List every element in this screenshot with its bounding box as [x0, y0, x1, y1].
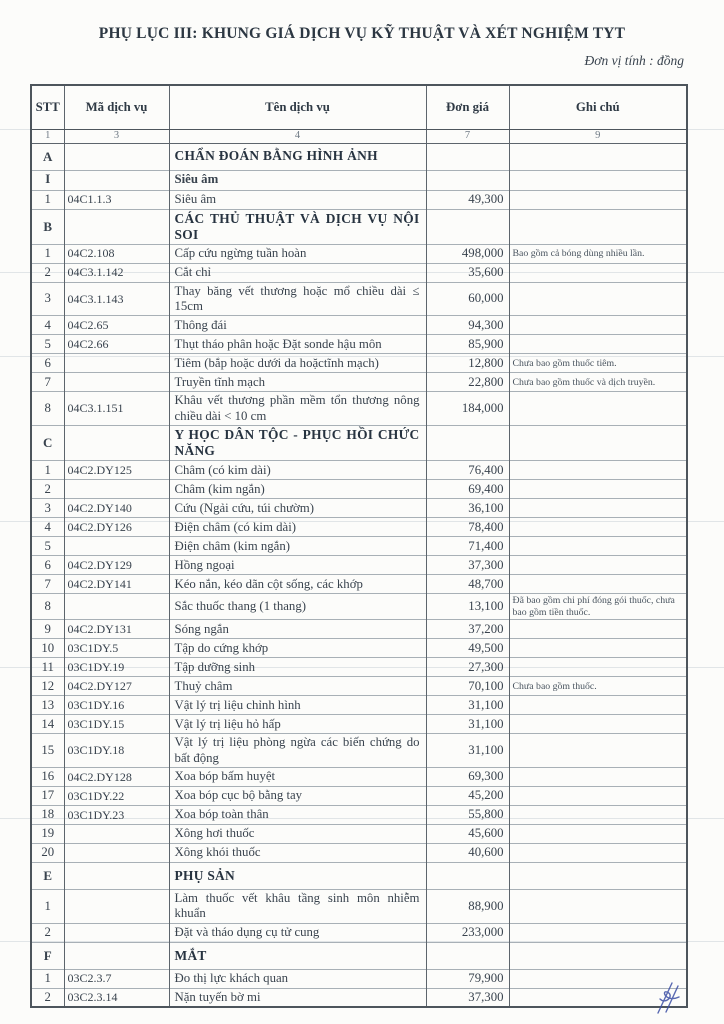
- stt-cell: 18: [31, 805, 64, 824]
- name-cell: Kéo nắn, kéo dãn cột sống, các khớp: [169, 575, 426, 594]
- stt-cell: 1: [31, 190, 64, 209]
- note-cell: [509, 734, 687, 768]
- note-cell: [509, 316, 687, 335]
- table-row: [31, 170, 687, 190]
- column-header: Ghi chú: [509, 85, 687, 129]
- name-cell: Siêu âm: [169, 170, 426, 190]
- table-row: [31, 786, 687, 805]
- column-number: 7: [426, 129, 509, 143]
- price-cell: 94,300: [426, 316, 509, 335]
- price-cell: 49,500: [426, 639, 509, 658]
- name-cell: Tiêm (bắp hoặc dưới da hoặctĩnh mạch): [169, 354, 426, 373]
- code-cell: 04C2.66: [64, 335, 169, 354]
- name-cell: Điện châm (có kim dài): [169, 518, 426, 537]
- code-cell: 03C1DY.16: [64, 696, 169, 715]
- code-cell: [64, 480, 169, 499]
- code-cell: [64, 143, 169, 170]
- stt-cell: 1: [31, 461, 64, 480]
- code-cell: [64, 209, 169, 244]
- price-cell: 27,300: [426, 658, 509, 677]
- name-cell: Vật lý trị liệu phòng ngừa các biến chứng do bất động: [169, 734, 426, 768]
- table-row: [31, 715, 687, 734]
- price-cell: 55,800: [426, 805, 509, 824]
- stt-cell: 10: [31, 639, 64, 658]
- table-row: [31, 658, 687, 677]
- name-cell: Tập do cứng khớp: [169, 639, 426, 658]
- stt-cell: 4: [31, 316, 64, 335]
- code-cell: 03C1DY.18: [64, 734, 169, 768]
- note-cell: [509, 556, 687, 575]
- note-cell: [509, 537, 687, 556]
- note-cell: [509, 499, 687, 518]
- table-row: [31, 282, 687, 316]
- stt-cell: 16: [31, 767, 64, 786]
- note-cell: [509, 843, 687, 862]
- stt-cell: 9: [31, 620, 64, 639]
- table-row: [31, 209, 687, 244]
- table-row: [31, 734, 687, 768]
- stt-cell: 14: [31, 715, 64, 734]
- name-cell: Xông hơi thuốc: [169, 824, 426, 843]
- price-cell: 60,000: [426, 282, 509, 316]
- stt-cell: 2: [31, 480, 64, 499]
- code-cell: [64, 942, 169, 969]
- stt-cell: 1: [31, 889, 64, 923]
- table-row: [31, 805, 687, 824]
- code-cell: 04C2.DY131: [64, 620, 169, 639]
- table-row: [31, 426, 687, 461]
- price-cell: 37,300: [426, 556, 509, 575]
- price-cell: 22,800: [426, 373, 509, 392]
- code-cell: [64, 594, 169, 620]
- table-row: [31, 988, 687, 1007]
- name-cell: Xoa bóp cục bộ bằng tay: [169, 786, 426, 805]
- stt-cell: 12: [31, 677, 64, 696]
- name-cell: Khâu vết thương phần mềm tổn thương nông chiều dài < 10 cm: [169, 392, 426, 426]
- service-price-table: [30, 84, 688, 1008]
- code-cell: [64, 889, 169, 923]
- note-cell: [509, 170, 687, 190]
- name-cell: Y HỌC DÂN TỘC - PHỤC HỒI CHỨC NĂNG: [169, 426, 426, 461]
- stt-cell: I: [31, 170, 64, 190]
- code-cell: 04C3.1.143: [64, 282, 169, 316]
- note-cell: [509, 480, 687, 499]
- name-cell: Vật lý trị liệu chỉnh hình: [169, 696, 426, 715]
- name-cell: Sắc thuốc thang (1 thang): [169, 594, 426, 620]
- name-cell: Truyền tĩnh mạch: [169, 373, 426, 392]
- table-row: [31, 862, 687, 889]
- name-cell: Thông đái: [169, 316, 426, 335]
- note-cell: Chưa bao gồm thuốc và dịch truyền.: [509, 373, 687, 392]
- price-cell: 498,000: [426, 244, 509, 263]
- note-cell: [509, 518, 687, 537]
- code-cell: 04C2.DY127: [64, 677, 169, 696]
- stt-cell: 7: [31, 373, 64, 392]
- stt-cell: 8: [31, 392, 64, 426]
- code-cell: [64, 373, 169, 392]
- name-cell: Thụt tháo phân hoặc Đặt sonde hậu môn: [169, 335, 426, 354]
- code-cell: 04C2.108: [64, 244, 169, 263]
- price-cell: 40,600: [426, 843, 509, 862]
- price-cell: 35,600: [426, 263, 509, 282]
- stt-cell: 2: [31, 923, 64, 942]
- name-cell: Điện châm (kim ngắn): [169, 537, 426, 556]
- price-cell: [426, 143, 509, 170]
- table-row: [31, 923, 687, 942]
- note-cell: Chưa bao gồm thuốc tiêm.: [509, 354, 687, 373]
- name-cell: Cắt chỉ: [169, 263, 426, 282]
- name-cell: Thuỷ châm: [169, 677, 426, 696]
- column-header: STT: [31, 85, 64, 129]
- stt-cell: A: [31, 143, 64, 170]
- table-row: [31, 556, 687, 575]
- note-cell: [509, 426, 687, 461]
- name-cell: Siêu âm: [169, 190, 426, 209]
- column-number: 1: [31, 129, 64, 143]
- code-cell: 03C2.3.7: [64, 969, 169, 988]
- table-row: [31, 373, 687, 392]
- table-row: [31, 480, 687, 499]
- column-header: Tên dịch vụ: [169, 85, 426, 129]
- table-row: [31, 677, 687, 696]
- price-cell: 88,900: [426, 889, 509, 923]
- table-row: [31, 461, 687, 480]
- price-cell: 45,200: [426, 786, 509, 805]
- name-cell: Cứu (Ngải cứu, túi chườm): [169, 499, 426, 518]
- stt-cell: 4: [31, 518, 64, 537]
- price-cell: 45,600: [426, 824, 509, 843]
- stt-cell: 6: [31, 354, 64, 373]
- note-cell: [509, 143, 687, 170]
- table-row: [31, 594, 687, 620]
- stt-cell: 5: [31, 335, 64, 354]
- code-cell: 04C2.DY126: [64, 518, 169, 537]
- table-row: [31, 537, 687, 556]
- table-row: [31, 263, 687, 282]
- code-cell: 04C1.1.3: [64, 190, 169, 209]
- code-cell: 04C2.DY128: [64, 767, 169, 786]
- table-row: [31, 190, 687, 209]
- name-cell: Xông khói thuốc: [169, 843, 426, 862]
- stt-cell: 19: [31, 824, 64, 843]
- note-cell: [509, 805, 687, 824]
- stt-cell: 20: [31, 843, 64, 862]
- stt-cell: F: [31, 942, 64, 969]
- stt-cell: 8: [31, 594, 64, 620]
- page-title: PHỤ LỤC III: KHUNG GIÁ DỊCH VỤ KỸ THUẬT VÀ XÉT NGHIỆM TYT: [98, 25, 626, 42]
- table-row: [31, 696, 687, 715]
- table-header-row: [31, 85, 687, 129]
- name-cell: Châm (kim ngắn): [169, 480, 426, 499]
- price-cell: 31,100: [426, 696, 509, 715]
- price-cell: 69,400: [426, 480, 509, 499]
- table-row: [31, 824, 687, 843]
- stt-cell: B: [31, 209, 64, 244]
- name-cell: PHỤ SẢN: [169, 862, 426, 889]
- stt-cell: 15: [31, 734, 64, 768]
- table-row: [31, 639, 687, 658]
- price-cell: 184,000: [426, 392, 509, 426]
- note-cell: [509, 209, 687, 244]
- note-cell: [509, 282, 687, 316]
- price-cell: [426, 426, 509, 461]
- note-cell: [509, 889, 687, 923]
- code-cell: [64, 923, 169, 942]
- name-cell: Sóng ngắn: [169, 620, 426, 639]
- column-number: 4: [169, 129, 426, 143]
- note-cell: Đã bao gồm chi phí đóng gói thuốc, chưa bao gồm tiền thuốc.: [509, 594, 687, 620]
- note-cell: [509, 942, 687, 969]
- price-cell: 31,100: [426, 715, 509, 734]
- stt-cell: 2: [31, 263, 64, 282]
- handwritten-initial-mark: [646, 980, 688, 1018]
- name-cell: CHẨN ĐOÁN BẰNG HÌNH ẢNH: [169, 143, 426, 170]
- note-cell: [509, 461, 687, 480]
- table-row: [31, 499, 687, 518]
- note-cell: [509, 862, 687, 889]
- price-cell: [426, 170, 509, 190]
- note-cell: [509, 696, 687, 715]
- unit-note: Đơn vị tính : đồng: [584, 53, 684, 68]
- price-cell: 37,300: [426, 988, 509, 1007]
- note-cell: [509, 767, 687, 786]
- note-cell: [509, 575, 687, 594]
- stt-cell: 11: [31, 658, 64, 677]
- stt-cell: 1: [31, 969, 64, 988]
- name-cell: Đo thị lực khách quan: [169, 969, 426, 988]
- stt-cell: 3: [31, 499, 64, 518]
- code-cell: 04C2.DY140: [64, 499, 169, 518]
- stt-cell: 6: [31, 556, 64, 575]
- stt-cell: 13: [31, 696, 64, 715]
- stt-cell: 3: [31, 282, 64, 316]
- price-cell: 71,400: [426, 537, 509, 556]
- table-row: [31, 942, 687, 969]
- table-row: [31, 518, 687, 537]
- price-cell: 13,100: [426, 594, 509, 620]
- table-row: [31, 575, 687, 594]
- stt-cell: 1: [31, 244, 64, 263]
- code-cell: 04C2.DY125: [64, 461, 169, 480]
- note-cell: [509, 715, 687, 734]
- code-cell: 03C1DY.5: [64, 639, 169, 658]
- name-cell: Xoa bóp toàn thân: [169, 805, 426, 824]
- price-cell: 48,700: [426, 575, 509, 594]
- name-cell: Cấp cứu ngừng tuần hoàn: [169, 244, 426, 263]
- price-cell: 85,900: [426, 335, 509, 354]
- code-cell: 03C1DY.22: [64, 786, 169, 805]
- note-cell: [509, 392, 687, 426]
- stt-cell: E: [31, 862, 64, 889]
- price-cell: 36,100: [426, 499, 509, 518]
- table-row: [31, 889, 687, 923]
- table-row: [31, 354, 687, 373]
- name-cell: Xoa bóp bấm huyệt: [169, 767, 426, 786]
- price-cell: 70,100: [426, 677, 509, 696]
- table-row: [31, 392, 687, 426]
- table-row: [31, 767, 687, 786]
- note-cell: [509, 923, 687, 942]
- name-cell: MẮT: [169, 942, 426, 969]
- note-cell: [509, 786, 687, 805]
- price-cell: 233,000: [426, 923, 509, 942]
- code-cell: [64, 426, 169, 461]
- code-cell: 03C1DY.19: [64, 658, 169, 677]
- name-cell: Nặn tuyến bờ mi: [169, 988, 426, 1007]
- code-cell: [64, 537, 169, 556]
- stt-cell: C: [31, 426, 64, 461]
- column-number-row: [31, 129, 687, 143]
- stt-cell: 17: [31, 786, 64, 805]
- table-row: [31, 143, 687, 170]
- price-cell: 69,300: [426, 767, 509, 786]
- stt-cell: 2: [31, 988, 64, 1007]
- price-cell: 37,200: [426, 620, 509, 639]
- name-cell: Thay băng vết thương hoặc mổ chiều dài ≤ 15cm: [169, 282, 426, 316]
- column-header: Đơn giá: [426, 85, 509, 129]
- note-cell: [509, 639, 687, 658]
- price-cell: 78,400: [426, 518, 509, 537]
- price-cell: 49,300: [426, 190, 509, 209]
- note-cell: [509, 620, 687, 639]
- note-cell: Chưa bao gồm thuốc.: [509, 677, 687, 696]
- column-number: 3: [64, 129, 169, 143]
- stt-cell: 5: [31, 537, 64, 556]
- code-cell: 04C2.DY141: [64, 575, 169, 594]
- price-cell: [426, 862, 509, 889]
- name-cell: CÁC THỦ THUẬT VÀ DỊCH VỤ NỘI SOI: [169, 209, 426, 244]
- note-cell: [509, 263, 687, 282]
- note-cell: [509, 190, 687, 209]
- note-cell: [509, 335, 687, 354]
- note-cell: Bao gồm cả bóng dùng nhiều lần.: [509, 244, 687, 263]
- code-cell: 03C2.3.14: [64, 988, 169, 1007]
- name-cell: Đặt và tháo dụng cụ tử cung: [169, 923, 426, 942]
- note-cell: [509, 658, 687, 677]
- name-cell: Làm thuốc vết khâu tầng sinh môn nhiễm khuẩn: [169, 889, 426, 923]
- code-cell: 04C3.1.142: [64, 263, 169, 282]
- column-header: Mã dịch vụ: [64, 85, 169, 129]
- table-row: [31, 335, 687, 354]
- price-cell: 76,400: [426, 461, 509, 480]
- table-row: [31, 244, 687, 263]
- code-cell: [64, 824, 169, 843]
- name-cell: Vật lý trị liệu hỏ hấp: [169, 715, 426, 734]
- name-cell: Châm (có kim dài): [169, 461, 426, 480]
- name-cell: Tập dưỡng sinh: [169, 658, 426, 677]
- stt-cell: 7: [31, 575, 64, 594]
- column-number: 9: [509, 129, 687, 143]
- code-cell: 03C1DY.15: [64, 715, 169, 734]
- price-cell: 79,900: [426, 969, 509, 988]
- code-cell: [64, 862, 169, 889]
- name-cell: Hồng ngoại: [169, 556, 426, 575]
- code-cell: [64, 170, 169, 190]
- note-cell: [509, 824, 687, 843]
- code-cell: 04C2.DY129: [64, 556, 169, 575]
- price-cell: [426, 942, 509, 969]
- table-row: [31, 316, 687, 335]
- table-row: [31, 969, 687, 988]
- table-row: [31, 843, 687, 862]
- code-cell: 03C1DY.23: [64, 805, 169, 824]
- code-cell: 04C2.65: [64, 316, 169, 335]
- code-cell: [64, 843, 169, 862]
- code-cell: 04C3.1.151: [64, 392, 169, 426]
- price-cell: 31,100: [426, 734, 509, 768]
- price-cell: 12,800: [426, 354, 509, 373]
- price-cell: [426, 209, 509, 244]
- table-row: [31, 620, 687, 639]
- code-cell: [64, 354, 169, 373]
- table-body: [31, 143, 687, 1007]
